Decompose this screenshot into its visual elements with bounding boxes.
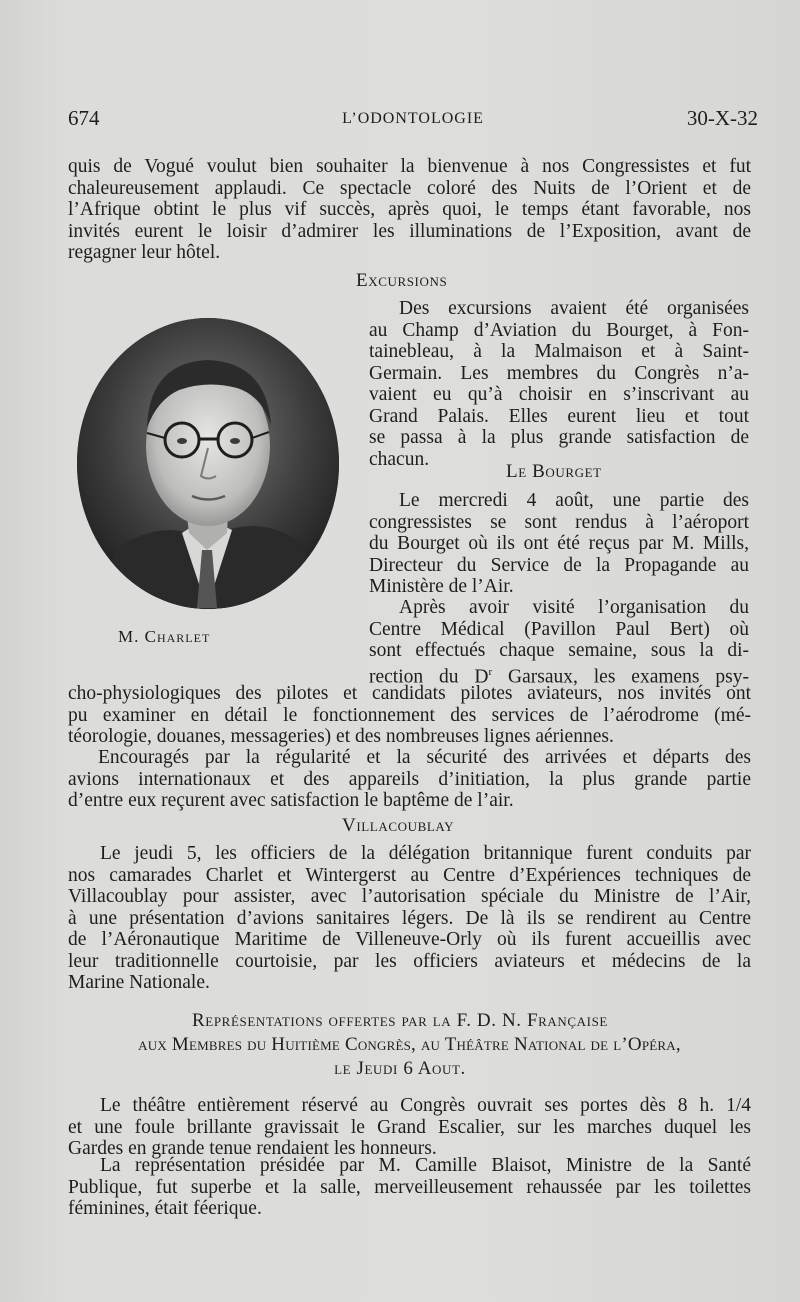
text-line: Des excursions avaient été organisées: [399, 298, 749, 319]
text-line: au Champ d’Aviation du Bourget, à Fon-: [369, 319, 749, 341]
text-line: cho-physiologiques des pilotes et candidats pilotes aviateurs, nos invités ont: [68, 683, 751, 704]
text-line: pu examiner en détail le fonctionnement des services de l’aérodrome (mé-: [68, 704, 751, 726]
portrait-photo: [77, 318, 339, 609]
intro-paragraph-end: [68, 242, 220, 264]
text-line: Publique, fut superbe et la salle, merveilleusement rehaussée par les toilettes: [68, 1176, 751, 1198]
dr-after: Garsaux, les examens psy-: [492, 666, 749, 687]
text-line: invités eurent le loisir d’admirer les illuminations de l’Exposition, avant de: [68, 220, 751, 242]
text-line: nos camarades Charlet et Wintergerst au Centre d’Expériences techniques de: [68, 864, 751, 886]
text-line: vaient eu qu’à choisir en s’inscrivant au: [369, 384, 749, 405]
section-heading-le-bourget: Le Bourget: [506, 461, 602, 482]
text-line: Après avoir visité l’organisation du: [399, 597, 749, 618]
running-title: L’ODONTOLOGIE: [342, 110, 484, 127]
issue-date: 30-X-32: [686, 106, 758, 130]
text-line: Marine Nationale.: [68, 972, 210, 993]
text-line: congressistes se sont rendus à l’aéroport: [369, 511, 749, 533]
page-number: 674: [68, 106, 100, 130]
text-line: Ministère de l’Air.: [369, 576, 514, 597]
representations-paragraph-1: [68, 1095, 751, 1160]
representations-heading-line-1: Représentations offertes par la F. D. N. Française: [192, 1010, 608, 1031]
text-line: Germain. Les membres du Congrès n’a-: [369, 362, 749, 384]
text-line: Le mercredi 4 août, une partie des: [399, 490, 749, 511]
text-line: de l’Aéronautique Maritime de Villeneuve-Orly où ils furent accueillis avec: [68, 929, 751, 950]
text-line: chacun.: [369, 448, 430, 470]
bourget-paragraph-3: [68, 747, 751, 812]
text-line: et une foule brillante gravissait le Grand Escalier, sur les marches duquel les: [68, 1116, 751, 1138]
text-line: Centre Médical (Pavillon Paul Bert) où: [369, 618, 749, 640]
text-line: sont effectués chaque semaine, sous la di-: [369, 640, 749, 661]
dr-before: rection du D: [369, 666, 489, 687]
text-line: téorologie, douanes, messageries) et des nombreuses lignes aériennes.: [68, 726, 614, 747]
text-line: Grand Palais. Elles eurent lieu et tout: [369, 405, 749, 427]
text-line: Gardes en grande tenue rendaient les honneurs.: [68, 1138, 437, 1159]
text-line: regagner leur hôtel.: [68, 242, 221, 263]
text-line: à une présentation d’avions sanitaires légers. De là ils se rendirent au Centre: [68, 907, 751, 929]
text-line: féminines, était féerique.: [68, 1198, 262, 1219]
representations-heading-line-3: le Jeudi 6 Aout.: [334, 1058, 466, 1079]
text-line: d’entre eux reçurent avec satisfaction le baptême de l’air.: [68, 790, 514, 811]
portrait-caption: M. Charlet: [118, 627, 211, 646]
excursions-paragraph: [369, 298, 749, 470]
text-line: tainebleau, à la Malmaison et à Saint-: [369, 341, 749, 362]
representations-heading-line-2: aux Membres du Huitième Congrès, au Théâtre National de l’Opéra,: [138, 1034, 681, 1055]
text-line: leur traditionnelle courtoisie, par les officiers aviateurs et médecins de la: [68, 950, 751, 972]
text-line: quis de Vogué voulut bien souhaiter la bienvenue à nos Congressistes et fut: [68, 156, 751, 177]
text-line: l’Afrique obtint le plus vif succès, après quoi, le temps étant favorable, nos: [68, 199, 751, 220]
text-line: Le jeudi 5, les officiers de la délégation britannique furent conduits par: [100, 843, 751, 864]
text-line: Villacoublay pour assister, avec l’autorisation spéciale du Ministre de l’Air,: [68, 886, 751, 907]
text-line: du Bourget où ils ont été reçus par M. Mills,: [369, 533, 749, 554]
bourget-paragraph-2-end: [68, 683, 751, 748]
text-line: Directeur du Service de la Propagande au: [369, 554, 749, 576]
intro-paragraph: [68, 156, 751, 242]
portrait-illustration: [77, 318, 339, 609]
text-line: La représentation présidée par M. Camille Blaisot, Ministre de la Santé: [100, 1155, 751, 1176]
section-heading-villacoublay: Villacoublay: [342, 815, 455, 836]
villacoublay-paragraph: [68, 843, 751, 994]
representations-paragraph-2: [68, 1155, 751, 1220]
section-heading-excursions: Excursions: [356, 270, 448, 291]
text-line: se passa à la plus grande satisfaction de: [369, 427, 749, 448]
dr-superscript: r: [488, 665, 493, 678]
bourget-paragraph-2-start: [369, 597, 749, 688]
text-line: avions internationaux et des appareils d’initiation, la plus grande partie: [68, 768, 751, 790]
page-header: [68, 106, 758, 136]
text-line: chaleureusement applaudi. Ce spectacle coloré des Nuits de l’Orient et de: [68, 177, 751, 199]
text-line: Le théâtre entièrement réservé au Congrès ouvrait ses portes dès 8 h. 1/4: [100, 1095, 751, 1116]
text-line: Encouragés par la régularité et la sécurité des arrivées et départs des: [98, 747, 751, 768]
bourget-paragraph-1: [369, 490, 749, 598]
